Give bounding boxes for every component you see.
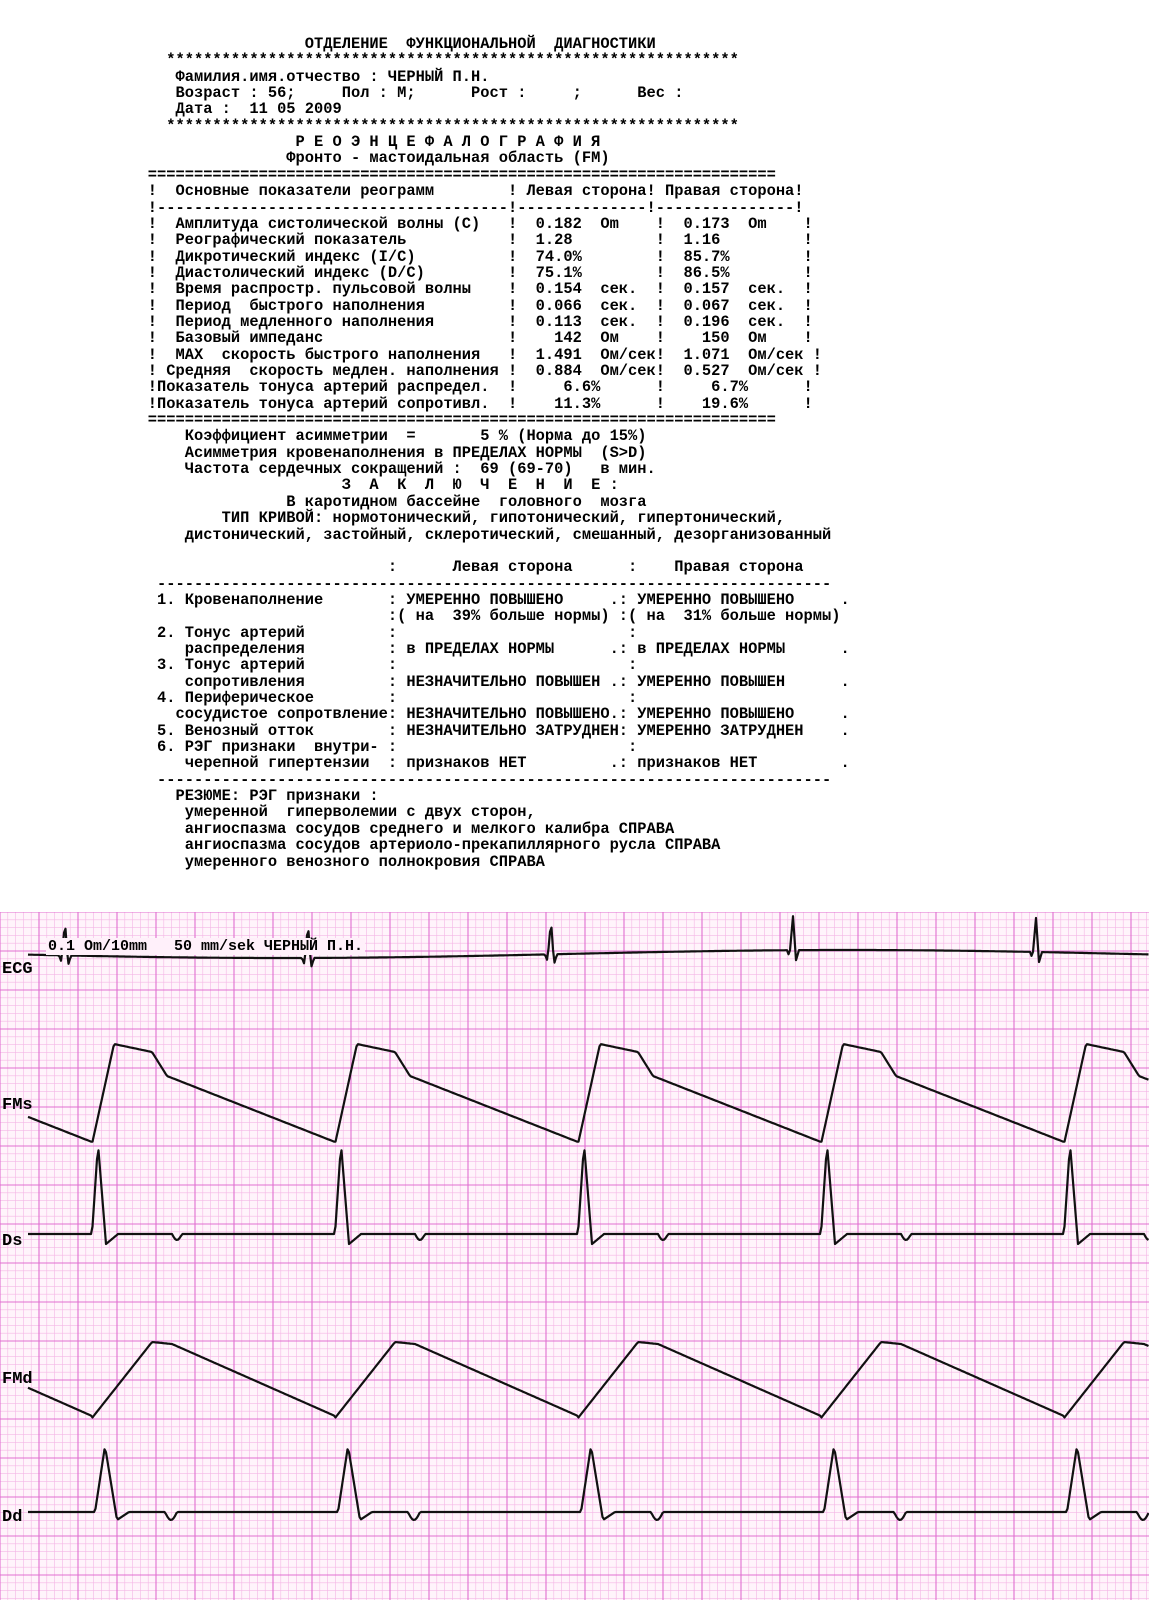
report-line: 6. РЭГ признаки внутри- : : <box>0 738 638 757</box>
reogram-strip <box>0 912 1149 1600</box>
report-line: !Показатель тонуса артерий распредел. ! 6.6% ! 6.7% ! <box>0 378 813 397</box>
report-line: 2. Тонус артерий : : <box>0 623 638 642</box>
trace-label-ds: Ds <box>2 1232 23 1251</box>
report-line: ангиоспазма сосудов среднего и мелкого калибра СПРАВА <box>0 819 675 838</box>
report-line: умеренного венозного полнокровия СПРАВА <box>0 852 545 871</box>
report-line: черепной гипертензии : признаков НЕТ .: признаков НЕТ . <box>0 754 850 773</box>
report-line: Возраст : 56; Пол : М; Рост : ; Вес : <box>0 84 684 103</box>
report-line: ! Диастолический индекс (D/C) ! 75.1% ! 86.5% ! <box>0 263 813 282</box>
reogram-chart <box>0 912 1149 1600</box>
report-line: ! Дикротический индекс (I/C) ! 74.0% ! 85.7% ! <box>0 247 813 266</box>
report-line: Частота сердечных сокращений : 69 (69-70) в мин. <box>0 460 656 479</box>
report-line: Фронто - мастоидальная область (FM) <box>0 149 610 168</box>
report-line: ------------------------------------------------------------------------- <box>0 770 832 789</box>
report-line: сопротивления : НЕЗНАЧИТЕЛЬНО ПОВЫШЕН .: УМЕРЕННО ПОВЫШЕН . <box>0 672 850 691</box>
report-line: ! MAX скорость быстрого наполнения ! 1.491 Ом/сек! 1.071 Ом/сек ! <box>0 345 822 364</box>
report-line: ! Базовый импеданс ! 142 Ом ! 150 Ом ! <box>0 329 813 348</box>
report-line: распределения : в ПРЕДЕЛАХ НОРМЫ .: в ПРЕДЕЛАХ НОРМЫ . <box>0 639 850 658</box>
report-line: Р Е О Э Н Ц Е Ф А Л О Г Р А Ф И Я <box>0 133 601 152</box>
trace-label-ecg: ECG <box>2 960 33 979</box>
report-line: 1. Кровенаполнение : УМЕРЕННО ПОВЫШЕНО .: УМЕРЕННО ПОВЫШЕНО . <box>0 590 850 609</box>
report-line: ОТДЕЛЕНИЕ ФУНКЦИОНАЛЬНОЙ ДИАГНОСТИКИ <box>0 35 656 53</box>
report-line: ! Время распростр. пульсовой волны ! 0.154 сек. ! 0.157 сек. ! <box>0 280 813 299</box>
report-line: ************************************************************** <box>0 51 739 70</box>
report-line: ! Амплитуда систолической волны (С) ! 0.182 Om ! 0.173 Om ! <box>0 214 813 233</box>
report-line: Фамилия.имя.отчество : ЧЕРНЫЙ П.Н. <box>0 67 490 86</box>
report-line: ! Период медленного наполнения ! 0.113 сек. ! 0.196 сек. ! <box>0 312 813 331</box>
report-line: ! Реографический показатель ! 1.28 ! 1.16 ! <box>0 231 813 250</box>
report-line: Коэффициент асимметрии = 5 % (Норма до 15%) <box>0 427 647 446</box>
report-line: ! Основные показатели реограмм ! Левая сторона! Правая сторона! <box>0 182 804 201</box>
report-line: сосудистое сопротвление: НЕЗНАЧИТЕЛЬНО ПОВЫШЕНО.: УМЕРЕННО ПОВЫШЕНО . <box>0 705 850 724</box>
report-line: ************************************************************** <box>0 116 739 135</box>
report-line: ==================================================================== <box>0 165 776 184</box>
trace-label-dd: Dd <box>2 1508 23 1527</box>
report-line: !--------------------------------------!--------------!---------------! <box>0 198 804 217</box>
report-line: Асимметрия кровенаполнения в ПРЕДЕЛАХ НОРМЫ (S>D) <box>0 443 647 462</box>
report-line: 5. Венозный отток : НЕЗНАЧИТЕЛЬНО ЗАТРУДНЕН: УМЕРЕННО ЗАТРУДНЕН . <box>0 721 850 740</box>
report-line: ! Период быстрого наполнения ! 0.066 сек. ! 0.067 сек. ! <box>0 296 813 315</box>
report-line: З А К Л Ю Ч Е Н И Е : <box>0 476 619 495</box>
report-line: : Левая сторона : Правая сторона <box>0 558 804 577</box>
report-line: 3. Тонус артерий : : <box>0 656 638 675</box>
report-line: РЕЗЮМЕ: РЭГ признаки : <box>0 787 379 806</box>
trace-label-fmd: FMd <box>2 1370 33 1389</box>
report-line: :( на 39% больше нормы) :( на 31% больше нормы) <box>0 607 841 626</box>
report-line: ------------------------------------------------------------------------- <box>0 574 832 593</box>
report-line: !Показатель тонуса артерий сопротивл. ! 11.3% ! 19.6% ! <box>0 394 813 413</box>
report-line: ==================================================================== <box>0 411 776 430</box>
report-line: ангиоспазма сосудов артериоло-прекапиллярного русла СПРАВА <box>0 836 721 855</box>
report-line: дистонический, застойный, склеротический, смешанный, дезорганизованный <box>0 525 832 544</box>
strip-caption: 0.1 Om/10mm 50 mm/sek ЧЕРНЫЙ П.Н. <box>48 938 364 955</box>
report-line: ТИП КРИВОЙ: нормотонический, гипотонический, гипертонический, <box>0 509 786 528</box>
report-line: умеренной гиперволемии с двух сторон, <box>0 803 536 822</box>
report-line: ! Средняя скорость медлен. наполнения ! 0.884 Ом/сек! 0.527 Ом/сек ! <box>0 362 822 380</box>
report-line: Дата : 11 05 2009 <box>0 100 342 119</box>
trace-label-fms: FMs <box>2 1096 33 1115</box>
report-line: В каротидном бассейне головного мозга <box>0 492 647 511</box>
report-line: 4. Периферическое : : <box>0 689 638 707</box>
